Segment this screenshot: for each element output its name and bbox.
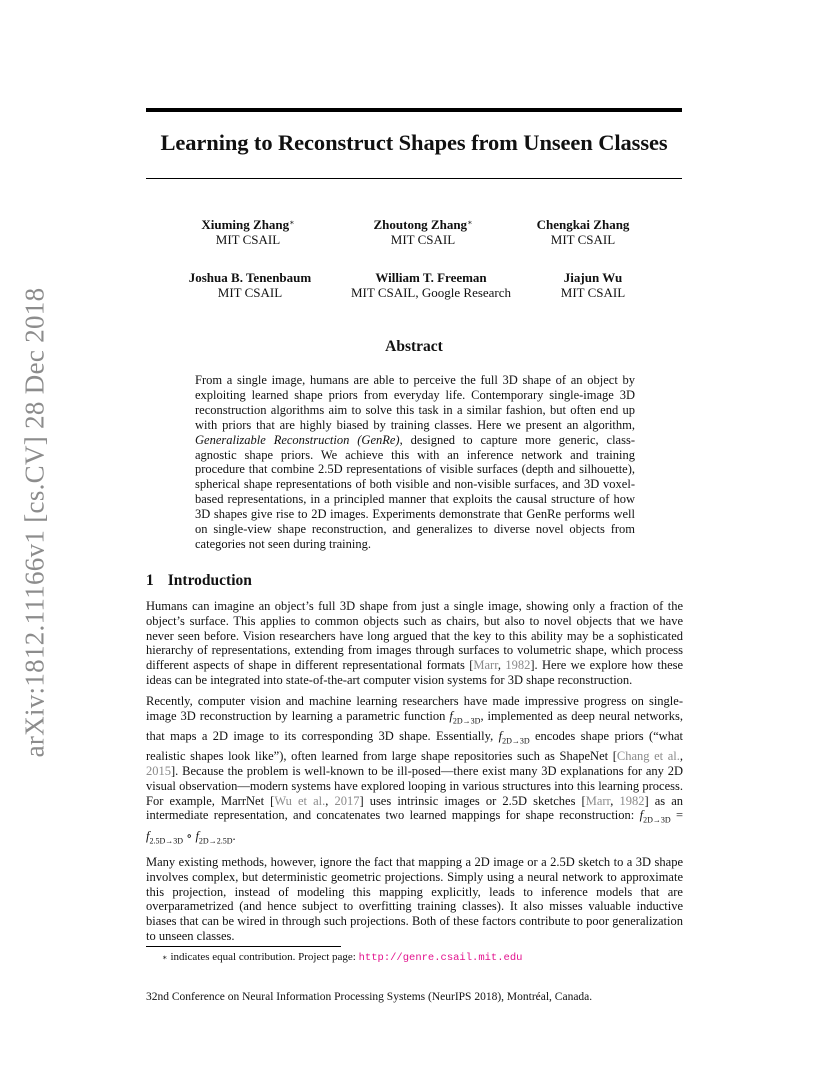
section-number: 1 bbox=[146, 572, 154, 589]
paragraph: Humans can imagine an object’s full 3D shape from just a single image, showing only a fraction of the object’s surface. This applies to common objects such as chairs, but also to novel objects that we have never seen before. Vision researchers have long argued that the key to this ability may be a sophisticated hierarchy of representations, extending from images through surfaces to volumetric shape, which process different aspects of shape in different representational formats [Marr, 1982]. Here we explore how these ideas can be integrated into state-of-the-art computer vision systems for 3D shape reconstruction. bbox=[146, 599, 684, 687]
equal-contribution-mark: ∗ bbox=[467, 218, 473, 227]
author-block bbox=[523, 270, 663, 300]
abstract-text: From a single image, humans are able to perceive the full 3D shape of an object by exploiting learned shape priors from everyday life. Contemporary single-image 3D reconstruction algorithms aim to solve this task in a similar fashion, but often end up with priors that are highly biased by training classes. Here we present an algorithm, Generalizable Reconstruction (GenRe), designed to capture more generic, class-agnostic shape priors. We achieve this with an inference network and training procedure that combine 2.5D representations of visible surfaces (depth and silhouette), spherical shape representations of both visible and non-visible surfaces, and 3D voxel-based representations, in a principled manner that exploits the causal structure of how 3D shapes give rise to 2D images. Experiments demonstrate that GenRe performs well on single-view shape reconstruction, and generalizes to diverse novel objects from categories not seen during training. bbox=[195, 373, 635, 551]
math-function: $f_{2D\to 3D}$ bbox=[498, 728, 530, 746]
citation-link[interactable]: Marr bbox=[473, 658, 498, 673]
author-affiliation: MIT CSAIL bbox=[217, 285, 283, 300]
author-affiliation: MIT CSAIL bbox=[560, 285, 626, 300]
citation-year-link[interactable]: 1982 bbox=[619, 793, 645, 808]
section-heading bbox=[146, 572, 252, 590]
author-name: Zhoutong Zhang bbox=[373, 217, 468, 232]
footnote-rule bbox=[146, 946, 341, 947]
equal-contribution-mark: ∗ bbox=[289, 218, 295, 227]
math-equation: $f_{2D\to 3D} = f_{2.5D\to 3D}$ ∘ $f_{2D\to 2.5D}$ bbox=[146, 808, 683, 846]
author-affiliation: MIT CSAIL bbox=[550, 232, 616, 247]
project-page-link[interactable]: http://genre.csail.mit.edu bbox=[358, 952, 523, 964]
body-text bbox=[146, 599, 683, 950]
citation-year-link[interactable]: 2015 bbox=[146, 763, 171, 778]
method-name: Generalizable Reconstruction (GenRe) bbox=[195, 432, 400, 447]
footnote-mark: ∗ bbox=[162, 953, 168, 962]
author-name: Jiajun Wu bbox=[563, 270, 623, 285]
citation-link[interactable]: Wu et al. bbox=[274, 793, 326, 808]
author-name: Chengkai Zhang bbox=[536, 217, 630, 232]
author-block bbox=[336, 270, 526, 300]
title-top-rule bbox=[146, 108, 682, 112]
paragraph: Many existing methods, however, ignore the fact that mapping a 2D image or a 2.5D sketch to a 3D shape involves complex, but deterministic geometric projections. Simply using a neural network to approximate this projection, instead of modeling this mapping explicitly, leads to inference models that are overparametrized (and hence subject to overfitting training classes). It also misses valuable inductive biases that can be wired in through such projections. Both of these factors contribute to poor generalization to unseen classes. bbox=[146, 854, 683, 943]
math-function: $f_{2D\to 3D}$ bbox=[449, 708, 481, 726]
author-block bbox=[168, 217, 328, 247]
author-affiliation: MIT CSAIL bbox=[215, 232, 281, 247]
author-block bbox=[333, 217, 513, 247]
citation-year-link[interactable]: 1982 bbox=[505, 658, 531, 673]
footnote: ∗ indicates equal contribution. Project page: http://genre.csail.mit.edu bbox=[162, 951, 523, 964]
author-name: Joshua B. Tenenbaum bbox=[188, 270, 312, 285]
paragraph: Recently, computer vision and machine learning researchers have made impressive progress on single-image 3D reconstruction by learning a parametric function $f_{2D\to 3D}$, implemented as deep neural networks, that maps a 2D image to its corresponding 3D shape. Essentially, $f_{2D\to 3D}$ encodes shape priors (“what realistic shapes look like”), often learned from large shape repositories such as ShapeNet [Chang et al., 2015]. Because the problem is well-known to be ill-posed—there exist many 3D explanations for any 2D visual observation—modern systems have explored looping in various structures into this learning process. For example, MarrNet [Wu et al., 2017] uses intrinsic images or 2.5D sketches [Marr, 1982] as an intermediate representation, and concatenates two learned mappings for shape reconstruction: $f_{2D\to 3D} = f_{2.5D\to 3D}$ ∘ $f_{2D\to 2.5D}$. bbox=[146, 693, 684, 846]
citation-link[interactable]: Chang et al. bbox=[616, 749, 680, 764]
author-name: Xiuming Zhang bbox=[201, 217, 290, 232]
author-affiliation: MIT CSAIL, Google Research bbox=[350, 285, 512, 300]
venue-footer: 32nd Conference on Neural Information Processing Systems (NeurIPS 2018), Montréal, Canada. bbox=[146, 991, 593, 1003]
citation-link[interactable]: Marr bbox=[585, 793, 611, 808]
title-bottom-rule bbox=[146, 178, 682, 179]
paper-title: Learning to Reconstruct Shapes from Unseen Classes bbox=[160, 130, 668, 155]
section-title: Introduction bbox=[167, 572, 252, 589]
arxiv-identifier: arXiv:1812.11166v1 [cs.CV] 28 Dec 2018 bbox=[19, 287, 50, 758]
abstract-heading: Abstract bbox=[385, 338, 443, 355]
author-block bbox=[160, 270, 340, 300]
author-affiliation: MIT CSAIL bbox=[390, 232, 456, 247]
author-name: William T. Freeman bbox=[375, 270, 487, 285]
author-block bbox=[513, 217, 653, 247]
citation-year-link[interactable]: 2017 bbox=[334, 793, 360, 808]
